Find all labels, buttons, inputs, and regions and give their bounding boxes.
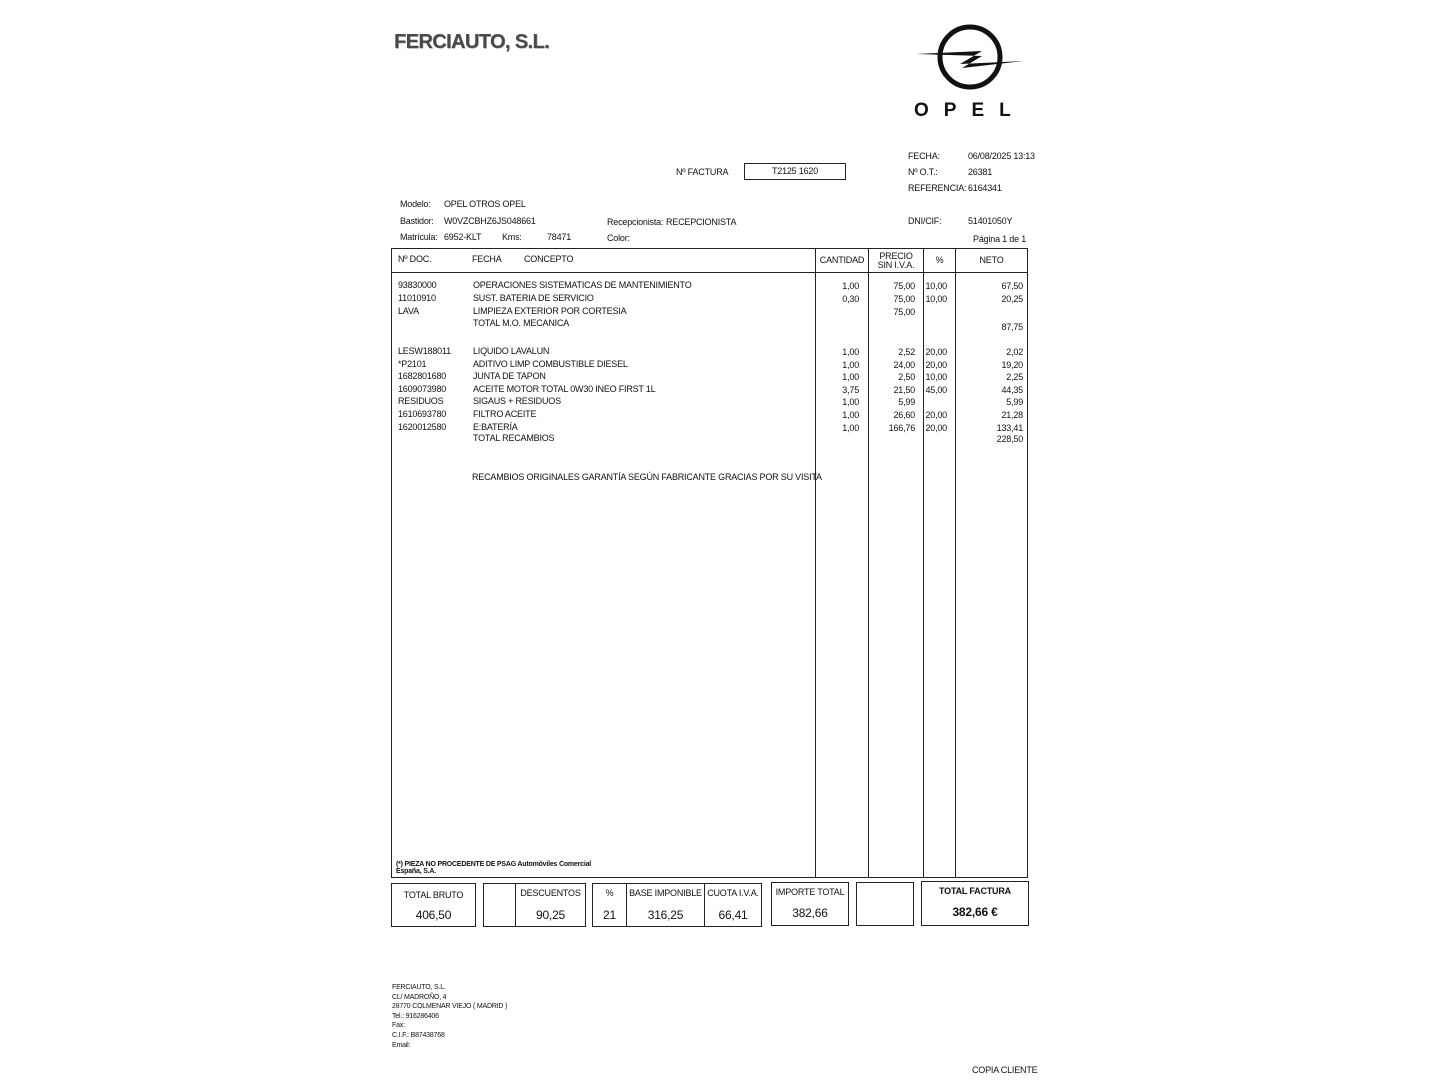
modelo-label: Modelo: — [400, 199, 431, 209]
row-neto: 5,99 — [1006, 397, 1023, 407]
row-pct: 20,00 — [925, 347, 947, 357]
footer-address — [392, 983, 507, 1050]
row-neto: 2,02 — [1006, 347, 1023, 357]
row-precio: 75,00 — [893, 307, 915, 317]
row-pct: 20,00 — [925, 423, 947, 433]
row-cantidad: 1,00 — [842, 423, 859, 433]
th-precio-2: SIN I.V.A. — [877, 260, 915, 270]
footer-street: CL/ MADROÑO, 4 — [392, 993, 447, 1001]
modelo-value: OPEL OTROS OPEL — [444, 199, 526, 209]
th-pct: % — [935, 255, 944, 265]
ot-label: Nº O.T.: — [908, 167, 938, 177]
row-precio: 75,00 — [893, 294, 915, 304]
th-cantidad: CANTIDAD — [819, 255, 865, 265]
row-precio: 2,52 — [898, 347, 915, 357]
row-pct: 10,00 — [925, 281, 947, 291]
iva-box — [592, 883, 762, 927]
row-concepto: OPERACIONES SISTEMATICAS DE MANTENIMIENTO — [473, 280, 692, 290]
row-concepto: LIQUIDO LAVALUN — [473, 346, 550, 356]
table-row — [392, 318, 1029, 330]
row-cantidad: 1,00 — [842, 410, 859, 420]
warranty-note: RECAMBIOS ORIGINALES GARANTÍA SEGÚN FABRICANTE GRACIAS POR SU VISITA — [472, 472, 822, 482]
descuentos-value: 90,25 — [535, 908, 566, 922]
row-concepto: SIGAUS + RESIDUOS — [473, 396, 561, 406]
row-pct: 20,00 — [925, 410, 947, 420]
bastidor-label: Bastidor: — [400, 216, 434, 226]
table-row — [392, 433, 1029, 445]
base-imponible-value: 316,25 — [647, 908, 684, 922]
row-pct: 10,00 — [925, 294, 947, 304]
row-doc-number: RESIDUOS — [398, 396, 444, 406]
row-doc-number: 1620012580 — [398, 422, 447, 432]
total-factura-value: 382,66 € — [952, 905, 998, 919]
factura-number: T2125 1620 — [744, 163, 846, 180]
total-factura-box — [921, 881, 1029, 926]
row-doc-number: 93830000 — [398, 280, 437, 290]
row-doc-number: *P2101 — [398, 359, 427, 369]
row-precio: 21,50 — [893, 385, 915, 395]
total-bruto-box — [391, 883, 476, 927]
row-neto: 20,25 — [1001, 294, 1023, 304]
table-row — [392, 371, 1029, 383]
row-concepto: FILTRO ACEITE — [473, 409, 537, 419]
matricula-label: Matrícula: — [400, 232, 438, 242]
row-neto: 67,50 — [1001, 281, 1023, 291]
col-divider-cantidad — [815, 249, 816, 877]
row-pct: 45,00 — [925, 385, 947, 395]
row-concepto: TOTAL M.O. MECANICA — [473, 318, 570, 328]
bastidor-value: W0VZCBHZ6JS048661 — [444, 216, 536, 226]
row-cantidad: 1,00 — [842, 397, 859, 407]
fecha-value: 06/08/2025 13:13 — [968, 151, 1035, 161]
dni-value: 51401050Y — [968, 216, 1013, 226]
descuentos-cell — [516, 884, 585, 926]
fecha-label: FECHA: — [908, 151, 940, 161]
th-precio-1: PRECIO — [879, 251, 913, 261]
row-cantidad: 1,00 — [842, 347, 859, 357]
factura-label: Nº FACTURA — [676, 167, 729, 177]
cuota-iva-cell — [705, 884, 761, 926]
pct-value: 21 — [603, 908, 616, 922]
row-doc-number: 1610693780 — [398, 409, 447, 419]
footer-tel: Tel.: 916286406 — [392, 1012, 439, 1020]
importe-total-value: 382,66 — [792, 906, 828, 920]
row-cantidad: 1,00 — [842, 281, 859, 291]
row-concepto: SUST. BATERIA DE SERVICIO — [473, 293, 594, 303]
row-neto: 87,75 — [1001, 322, 1023, 332]
total-bruto-value: 406,50 — [415, 908, 452, 922]
row-neto: 19,20 — [1001, 360, 1023, 370]
row-concepto: JUNTA DE TAPON — [473, 371, 546, 381]
company-name: FERCIAUTO, S.L. — [394, 31, 550, 53]
page-indicator: Página 1 de 1 — [973, 234, 1026, 244]
row-doc-number: LESW188011 — [398, 346, 451, 356]
descuentos-box — [483, 883, 586, 927]
col-divider-precio — [868, 249, 869, 877]
table-row — [392, 346, 1029, 358]
recepcionista-value: RECEPCIONISTA — [666, 217, 737, 227]
row-neto: 21,28 — [1001, 410, 1023, 420]
row-cantidad: 3,75 — [842, 385, 859, 395]
recepcionista-label: Recepcionista: — [607, 217, 664, 227]
row-precio: 26,60 — [893, 410, 915, 420]
row-neto: 44,35 — [1001, 385, 1023, 395]
table-row — [392, 384, 1029, 396]
cuota-iva-value: 66,41 — [718, 908, 748, 922]
col-divider-neto — [955, 249, 956, 877]
row-neto: 133,41 — [996, 423, 1023, 433]
copia-cliente-label: COPIA CLIENTE — [972, 1065, 1038, 1075]
row-precio: 75,00 — [893, 281, 915, 291]
row-precio: 2,50 — [898, 372, 915, 382]
th-fecha: FECHA — [472, 254, 502, 264]
th-neto: NETO — [979, 255, 1004, 265]
importe-total-box — [771, 882, 849, 926]
ot-value: 26381 — [968, 167, 993, 177]
row-cantidad: 0,30 — [842, 294, 859, 304]
referencia-value: 6164341 — [968, 183, 1002, 193]
dni-label: DNI/CIF: — [908, 216, 942, 226]
row-concepto: ACEITE MOTOR TOTAL 0W30 INEO FIRST 1L — [473, 384, 656, 394]
table-row — [392, 280, 1029, 292]
empty-total-box — [856, 882, 914, 926]
row-concepto: ADITIVO LIMP COMBUSTIBLE DIESEL — [473, 359, 628, 369]
row-precio: 24,00 — [893, 360, 915, 370]
row-concepto: LIMPIEZA EXTERIOR POR CORTESIA — [473, 306, 627, 316]
footer-company: FERCIAUTO, S.L. — [392, 984, 446, 991]
row-neto: 228,50 — [996, 434, 1023, 444]
table-row — [392, 293, 1029, 305]
brand-name: OPEL — [914, 100, 1026, 121]
row-doc-number: 1609073980 — [398, 384, 447, 394]
psag-footnote — [396, 861, 591, 875]
header-divider — [392, 272, 1027, 273]
table-row — [392, 409, 1029, 421]
col-divider-pct — [923, 249, 924, 877]
color-label: Color: — [607, 233, 630, 243]
footer-city: 28770 COLMENAR VIEJO ( MADRID ) — [392, 1003, 508, 1011]
row-precio: 5,99 — [898, 397, 915, 407]
pct-label: % — [605, 888, 614, 898]
psag-footnote-line-1: (*) PIEZA NO PROCEDENTE DE PSAG Automóviles Comercial — [396, 861, 592, 868]
row-neto: 2,25 — [1006, 372, 1023, 382]
total-factura-label: TOTAL FACTURA — [939, 886, 1011, 896]
importe-total-label: IMPORTE TOTAL — [775, 887, 845, 897]
row-precio: 166,76 — [888, 423, 915, 433]
matricula-value: 6952-KLT — [444, 232, 482, 242]
row-concepto: E:BATERÍA — [473, 422, 518, 432]
base-imponible-cell — [627, 884, 704, 926]
invoice-lines-table — [391, 248, 1028, 878]
row-doc-number: 1682801680 — [398, 371, 447, 381]
row-doc-number: LAVA — [398, 306, 419, 316]
footer-email: Email: — [392, 1041, 411, 1049]
kms-label: Kms: — [502, 232, 522, 242]
cuota-iva-label: CUOTA I.V.A. — [707, 888, 759, 898]
kms-value: 78471 — [547, 232, 572, 242]
row-doc-number: 11010910 — [398, 293, 436, 303]
base-imponible-label: BASE IMPONIBLE — [629, 888, 702, 898]
psag-footnote-line-2: España, S.A. — [396, 868, 437, 875]
footer-cif: C.I.F.: B87438768 — [392, 1031, 445, 1039]
row-pct: 10,00 — [925, 372, 947, 382]
row-concepto: TOTAL RECAMBIOS — [473, 433, 555, 443]
total-bruto-label: TOTAL BRUTO — [403, 890, 464, 900]
table-row — [392, 306, 1029, 318]
row-pct: 20,00 — [925, 360, 947, 370]
th-doc: Nº DOC. — [398, 254, 432, 264]
referencia-label: REFERENCIA: — [908, 183, 967, 193]
footer-fax: Fax: — [392, 1022, 405, 1030]
row-cantidad: 1,00 — [842, 372, 859, 382]
table-row — [392, 396, 1029, 408]
row-cantidad: 1,00 — [842, 360, 859, 370]
descuentos-label: DESCUENTOS — [520, 888, 581, 898]
th-concepto: CONCEPTO — [524, 254, 574, 264]
table-row — [392, 359, 1029, 371]
pct-cell — [593, 884, 626, 926]
